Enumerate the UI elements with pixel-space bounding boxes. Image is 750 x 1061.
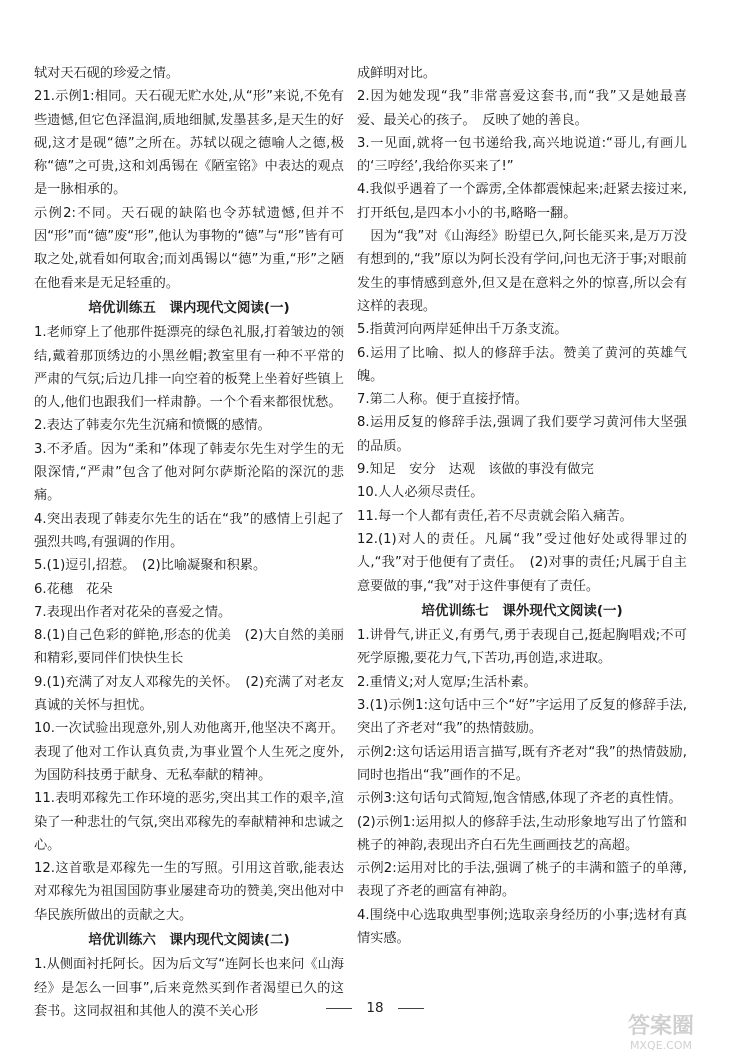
- answer-paragraph: 11.每一个人都有责任,若不尽责就会陷入痛苦。: [357, 508, 633, 524]
- answer-paragraph: 1.讲骨气,讲正义,有勇气,勇于表现自己,挺起胸唱戏;不可死学原搬,要花力气,下苦功,再创造,求进取。: [357, 628, 687, 667]
- watermark-subtext: MXQE.COM: [630, 1039, 692, 1052]
- answer-paragraph: 8.(1)自己色彩的鲜艳,形态的优美 (2)大自然的美丽和精彩,要同伴们快快生长: [34, 628, 344, 667]
- answer-paragraph: 成鲜明对比。: [357, 66, 437, 81]
- answer-paragraph: 8.运用反复的修辞手法,强调了我们要学习黄河伟大坚强的品质。: [357, 415, 687, 454]
- answer-paragraph: 示例2:运用对比的手法,强调了桃子的丰满和篮子的单薄,表现了齐老的画富有神韵。: [357, 861, 687, 900]
- answer-paragraph: (2)示例1:运用拟人的修辞手法,生动形象地写出了竹篮和桃子的神韵,表现出齐白石先生画画技艺的高超。: [357, 814, 687, 853]
- answer-paragraph: 9.(1)充满了对友人邓稼先的关怀。 (2)充满了对老友真诚的关怀与担忧。: [34, 674, 344, 714]
- right-column: [357, 62, 687, 950]
- answer-paragraph: 10.人人必须尽责任。: [357, 485, 484, 501]
- answer-paragraph: 7.第二人称。便于直接抒情。: [357, 392, 528, 408]
- answer-paragraph: 3.(1)示例1:这句话中三个“好”字运用了反复的修辞手法,突出了齐老对“我”的热情鼓励。: [357, 698, 687, 737]
- answer-paragraph: 示例2:这句话运用语言描写,既有齐老对“我”的热情鼓励,同时也指出“我”画作的不足。: [357, 744, 687, 783]
- answer-paragraph: 12.(1)对人的责任。凡属“我”受过他好处或得罪过的人,“我”对于他便有了责任。 (2)对事的责任;凡属于自主意要做的事,“我”对于这件事便有了责任。: [357, 531, 687, 594]
- answer-paragraph: 7.表现出作者对花朵的喜爱之情。: [34, 604, 232, 620]
- answer-paragraph: 21.示例1:相同。天石砚无贮水处,从“形”来说,不免有些遗憾,但它色泽温润,质地细腻,发墨甚多,是天生的好砚,这才是砚“德”之所在。苏轼以砚之德喻人之德,极称“德”之可贵,这和刘禹锡在《陋室铭》中表达的观点是一脉相承的。: [34, 89, 344, 198]
- answer-paragraph: 3.不矛盾。因为“柔和”体现了韩麦尔先生对学生的无限深情,“严肃”包含了他对阿尔萨斯沦陷的深沉的悲痛。: [34, 441, 344, 504]
- answer-paragraph: 5.指黄河向两岸延伸出千万条支流。: [357, 322, 568, 338]
- answer-paragraph: 2.因为她发现“我”非常喜爱这套书,而“我”又是她最喜爱、最关心的孩子。 反映了她的善良。: [357, 89, 687, 128]
- watermark-logo: [586, 1007, 736, 1053]
- watermark-text: 答案圈: [627, 1014, 695, 1039]
- footer-dash-right: [398, 1008, 424, 1009]
- answer-paragraph: 9.知足 安分 达观 该做的事没有做完: [357, 462, 594, 478]
- answer-paragraph: 11.表明邓稼先工作环境的恶劣,突出其工作的艰辛,渲染了一种悲壮的气氛,突出邓稼先的奉献精神和忠诚之心。: [34, 791, 344, 853]
- answer-paragraph: 6.运用了比喻、拟人的修辞手法。赞美了黄河的英雄气魄。: [357, 345, 687, 384]
- answer-paragraph: 4.围绕中心选取典型事例;选取亲身经历的小事;选材有真情实感。: [357, 907, 687, 946]
- answer-paragraph: 4.突出表现了韩麦尔先生的话在“我”的感情上引起了强烈共鸣,有强调的作用。: [34, 511, 344, 550]
- answer-paragraph: 2.表达了韩麦尔先生沉痛和愤慨的感情。: [34, 418, 271, 434]
- section-heading: 培优训练七 课外现代文阅读(一): [421, 602, 623, 619]
- answer-paragraph: 2.重情义;对人宽厚;生活朴素。: [357, 674, 537, 690]
- page-number: 18: [366, 1000, 384, 1016]
- footer-dash-left: [326, 1008, 352, 1009]
- answer-paragraph: 4.我似乎遇着了一个霹雳,全体都震悚起来;赶紧去接过来,打开纸包,是四本小小的书,略略一翻。: [357, 182, 687, 221]
- answer-paragraph: 因为“我”对《山海经》盼望已久,阿长能买来,是万万没有想到的,“我”原以为阿长没有学问,问也无济于事;对眼前发生的事情感到意外,但又是在意料之外的惊喜,所以会有这样的表现。: [357, 229, 687, 314]
- answer-paragraph: 示例3:这句话句式简短,饱含情感,体现了齐老的真性情。: [357, 791, 682, 807]
- section-heading: 培优训练五 课内现代文阅读(一): [88, 299, 290, 316]
- answer-paragraph: 3.一见面,就将一包书递给我,高兴地说道:“哥儿,有画儿的‘三哼经’,我给你买来了!”: [357, 135, 687, 175]
- left-column: [34, 62, 344, 1023]
- answer-paragraph: 1.从侧面衬托阿长。因为后文写“连阿长也来问《山海经》是怎么一回事”,后来竟然买到作者渴望已久的这套书。这同叔祖和其他人的漠不关心形: [34, 957, 344, 1019]
- answer-paragraph: 轼对天石砚的珍爱之情。: [34, 66, 180, 81]
- answer-paragraph: 10.一次试验出现意外,别人劝他离开,他坚决不离开。表现了他对工作认真负责,为事业置个人生死之度外,为国防科技勇于献身、无私奉献的精神。: [34, 721, 344, 783]
- answer-paragraph: 6.花穗 花朵: [34, 581, 113, 597]
- answer-paragraph: 12.这首歌是邓稼先一生的写照。引用这首歌,能表达对邓稼先为祖国国防事业屡建奇功的赞美,突出他对中华民族所做出的贡献之大。: [34, 861, 344, 923]
- answer-paragraph: 示例2:不同。天石砚的缺陷也令苏轼遗憾,但并不因“形”而“德”废“形”,他认为事物的“德”与“形”皆有可取之处,就看如何取舍;而刘禹锡以“德”为重,“形”之陋在他看来是无足轻重的。: [34, 205, 344, 291]
- answer-paragraph: 1.老师穿上了他那件挺漂亮的绿色礼服,打着皱边的领结,戴着那顶绣边的小黑丝帽;教室里有一种不平常的严肃的气氛;后边几排一向空着的板凳上坐着好些镇上的人,他们也跟我们一样肃静。一个个看来都很忧愁。: [34, 325, 344, 411]
- answer-paragraph: 5.(1)逗引,招惹。 (2)比喻凝聚和积累。: [34, 558, 267, 574]
- section-heading: 培优训练六 课内现代文阅读(二): [88, 931, 290, 948]
